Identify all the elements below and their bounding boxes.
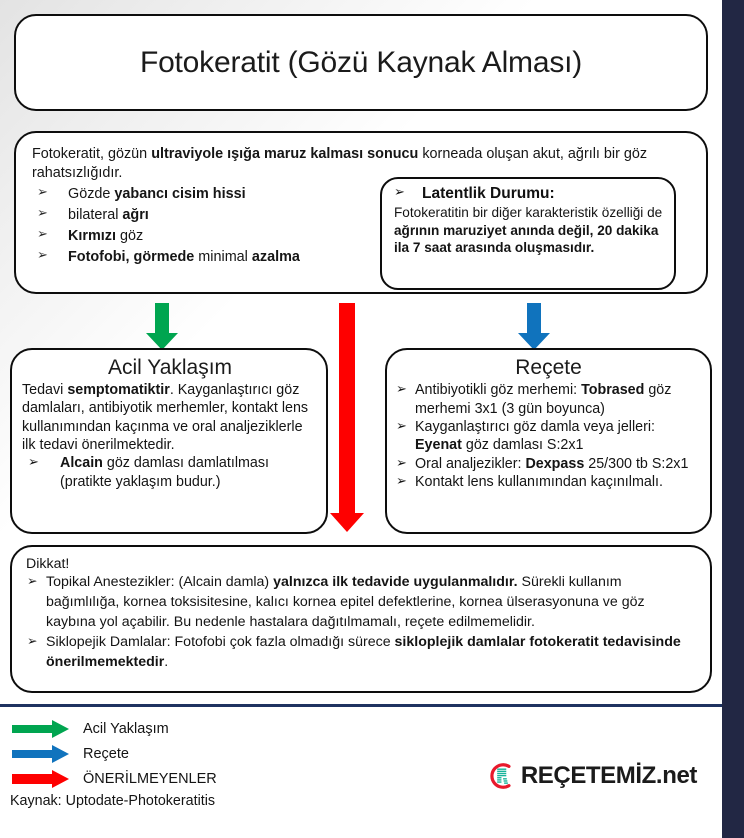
acil-yaklasim-paragraph: Tedavi semptomatiktir. Kayganlaştırıcı göz damlaları, antibiyotik merhemler, kontakt lens kullanımından kaçınma ve oral analjeziklerle ilk tedavi önerilmektedir. (22, 382, 309, 454)
list-item: ➢ Gözde yabancı cisim hissi (37, 184, 246, 203)
page-title: Fotokeratit (Gözü Kaynak Alması) (139, 45, 583, 79)
footer-divider (0, 704, 722, 707)
dikkat-list (26, 573, 698, 672)
dikkat-box (10, 545, 712, 693)
logo-main-text: REÇETEMİZ (520, 762, 656, 789)
acil-yaklasim-list (22, 454, 318, 491)
dikkat-title: Dikkat! (26, 556, 70, 572)
legend-item-recete (12, 741, 412, 766)
legend-blue-arrow-icon (12, 745, 70, 763)
arrow-bullet-icon: ➢ (37, 246, 48, 262)
acil-yaklasim-heading: Acil Yaklaşım (107, 356, 233, 379)
recete-box (385, 348, 712, 534)
onerilmeyenler-arrow-icon (325, 303, 369, 533)
arrow-bullet-icon: ➢ (37, 184, 48, 200)
list-item: ➢ bilateral ağrı (37, 205, 149, 224)
list-item: ➢ Fotofobi, görmede minimal azalma (37, 246, 300, 265)
legend (12, 716, 412, 791)
recete-heading: Reçete (515, 356, 582, 379)
list-item: ➢ Alcain göz damlası damlatılması (pratikte yaklaşım budur.) (28, 454, 269, 490)
legend-green-arrow-icon (12, 720, 70, 738)
arrow-bullet-icon: ➢ (37, 205, 48, 221)
arrow-bullet-icon: ➢ (37, 225, 48, 241)
arrow-bullet-icon: ➢ (27, 574, 38, 589)
recete-list (395, 381, 702, 491)
recete-arrow-icon (512, 303, 556, 351)
list-item: ➢ Topikal Anestezikler: (Alcain damla) yalnızca ilk tedavide uygulanmalıdır. Sürekli kullanım bağımlılığa, kornea toksisitesine, kalıcı kornea epitel defektlerine, kornea ülserasyonuna ve göz kaybına yol açabilir. Bu nedenle hastalara dağıtılmamalı, reçete edilmemelidir. (27, 574, 645, 630)
legend-item-onerilmeyenler (12, 766, 412, 791)
title-box (14, 14, 708, 111)
list-item: ➢ Kayganlaştırıcı göz damla veya jelleri: Eyenat göz damlası S:2x1 (396, 417, 655, 454)
legend-label: Acil Yaklaşım (83, 720, 169, 737)
list-item: ➢ Kontakt lens kullanımından kaçınılmalı. (396, 472, 663, 490)
acil-yaklasim-box (10, 348, 328, 534)
legend-item-acil-yaklasim (12, 716, 412, 741)
arrow-bullet-icon: ➢ (28, 454, 39, 470)
list-item: ➢ Kırmızı göz (37, 225, 144, 244)
list-item: ➢ Siklopejik Damlalar: Fotofobi çok fazla olmadığı sürece sikloplejik damlalar fotokeratit tedavisinde önerilmemektedir. (27, 634, 681, 670)
description-box (14, 131, 708, 294)
arrow-bullet-icon: ➢ (27, 634, 38, 649)
latency-box (380, 177, 676, 290)
latency-heading (390, 184, 666, 204)
legend-label: ÖNERİLMEYENLER (83, 770, 217, 787)
legend-red-arrow-icon (12, 770, 70, 788)
latency-heading-text: Latentlik Durumu: (422, 185, 555, 202)
legend-label: Reçete (83, 745, 129, 762)
arrow-bullet-icon: ➢ (394, 184, 405, 199)
description-paragraph: Fotokeratit, gözün ultraviyole ışığa maruz kalması sonucu korneada oluşan akut, ağrılı bir göz rahatsızlığıdır. (32, 146, 648, 182)
acil-yaklasim-arrow-icon (140, 303, 184, 351)
arrow-bullet-icon: ➢ (396, 454, 407, 470)
arrow-bullet-icon: ➢ (396, 472, 407, 488)
list-item: ➢ Antibiyotikli göz merhemi: Tobrased göz merhemi 3x1 (3 gün boyunca) (396, 381, 672, 417)
right-accent-strip (722, 0, 744, 838)
logo-suffix-text: .net (655, 762, 697, 789)
arrow-bullet-icon: ➢ (396, 417, 407, 433)
latency-body: Fotokeratitin bir diğer karakteristik özelliği de ağrının maruziyet anında değil, 20 dakika ila 7 saat arasında oluşmasıdır. (394, 205, 663, 256)
recetemiz-logo-text (521, 762, 697, 790)
arrow-bullet-icon: ➢ (396, 381, 407, 397)
recetemiz-logo-mark-icon (487, 750, 515, 802)
recetemiz-logo (487, 748, 697, 804)
source-citation: Kaynak: Uptodate-Photokeratitis (10, 793, 216, 809)
list-item: ➢ Oral analjezikler: Dexpass 25/300 tb S:2x1 (396, 454, 689, 472)
